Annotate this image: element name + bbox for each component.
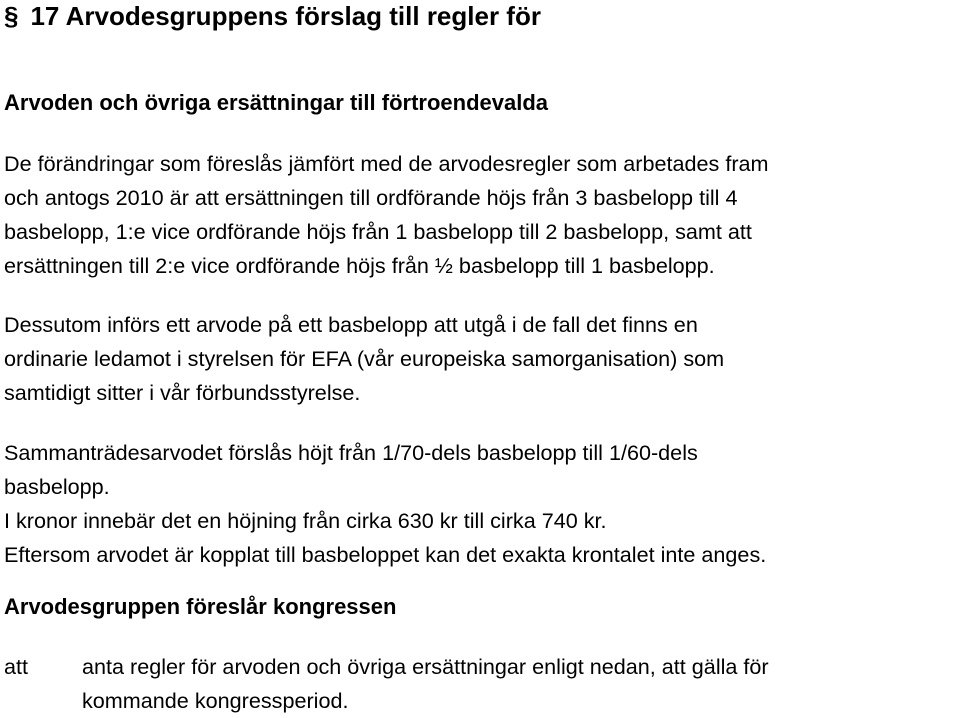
proposal-text: anta regler för arvoden och övriga ersättningar enligt nedan, att gälla för kommande kongressperiod. (82, 654, 769, 713)
proposal-item (4, 650, 954, 718)
section-title (4, 0, 541, 32)
section-symbol: § (4, 1, 19, 31)
proposal-heading: Arvodesgruppen föreslår kongressen (4, 594, 397, 619)
section-title-text: 17 Arvodesgruppens förslag till regler för (30, 1, 541, 31)
paragraph-meeting-fee: Sammanträdesarvodet förslås höjt från 1/70-dels basbelopp till 1/60-dels basbelopp. I kronor innebär det en höjning från cirka 630 kr till cirka 740 kr. Eftersom arvodet är kopplat till basbeloppet kan det exakta krontalet inte anges. (4, 440, 767, 567)
paragraph-rate-increases: De förändringar som föreslås jämfört med de arvodesregler som arbetades fram och antogs 2010 är att ersättningen till ordförande höjs från 3 basbelopp till 4 basbelopp, 1:e vice ordförande höjs från 1 basbelopp till 2 basbelopp, samt att ersättningen till 2:e vice ordförande höjs från ½ basbelopp till 1 basbelopp. (4, 151, 769, 278)
paragraph-efa-fee: Dessutom införs ett arvode på ett basbelopp att utgå i de fall det finns en ordinarie ledamot i styrelsen för EFA (vår europeiska samorganisation) som samtidigt sitter i vår förbundsstyrelse. (4, 312, 725, 405)
proposal-att-keyword: att (4, 654, 29, 679)
subheading: Arvoden och övriga ersättningar till förtroendevalda (4, 90, 548, 115)
